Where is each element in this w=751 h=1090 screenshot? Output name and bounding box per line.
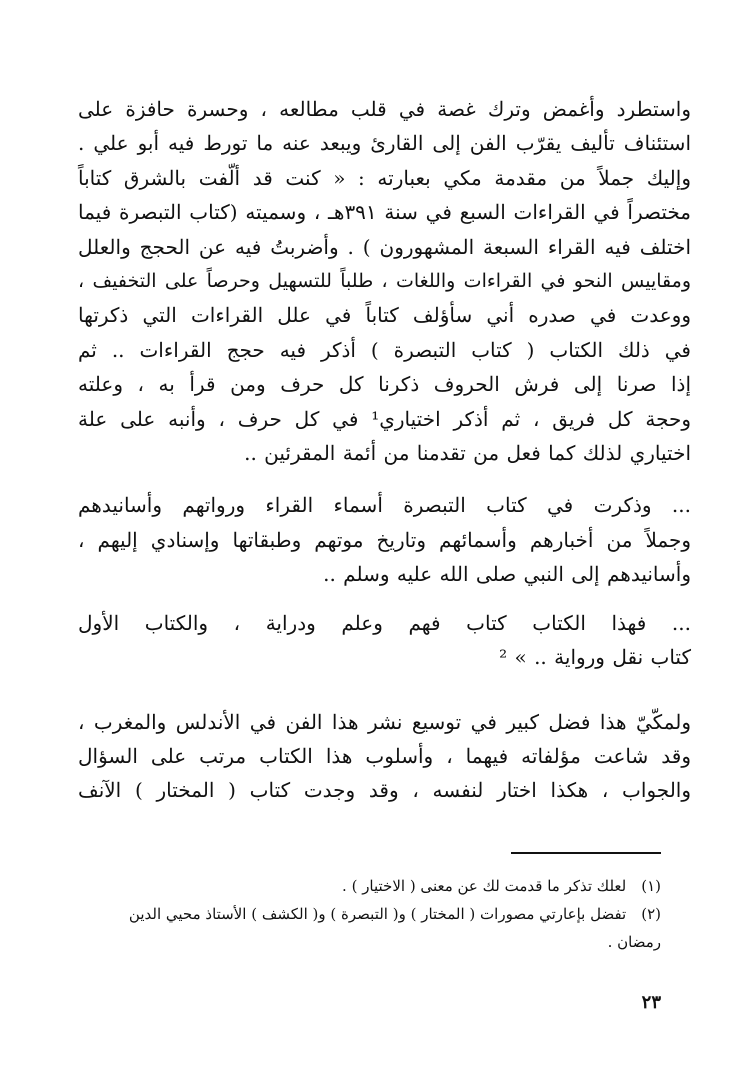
text-line: واستطرد وأغمض وترك غصة في قلب مطالعه ، وحسرة حافزة على bbox=[78, 97, 691, 121]
text-line: كتاب نقل ورواية .. » ² bbox=[499, 645, 691, 670]
paragraph-1 bbox=[78, 92, 691, 470]
text-line: اختلف فيه القراء السبعة المشهورون ) . وأضربتُ فيه عن الحجج والعلل bbox=[78, 234, 691, 259]
text-line: وقد شاعت مؤلفاته فيهما ، وأسلوب هذا الكتاب مرتب على السؤال bbox=[78, 743, 691, 768]
paragraph-4 bbox=[78, 705, 691, 808]
text-line: إذا صرنا إلى فرش الحروف ذكرنا كل حرف ومن قرأ به ، وعلته bbox=[78, 372, 691, 397]
text-line: والجواب ، هكذا اختار لنفسه ، وقد وجدت كتاب ( المختار ) الآنف bbox=[78, 778, 691, 803]
paragraph-3 bbox=[78, 606, 691, 675]
footnote-divider bbox=[511, 852, 661, 854]
text-line: اختياري لذلك كما فعل من تقدمنا من أئمة المقرئين .. bbox=[244, 441, 691, 466]
text-line: استئناف تأليف يقرّب الفن إلى القارئ ويبعد عنه ما تورط فيه أبو علي . bbox=[78, 131, 691, 156]
footnote-text: لعلك تذكر ما قدمت لك عن معنى ( الاختيار ) . bbox=[342, 877, 627, 895]
footnote-text: تفضل بإعارتي مصورات ( المختار ) و( التبصرة ) و( الكشف ) الأستاذ محيي الدين bbox=[128, 905, 627, 923]
text-line: ... وذكرت في كتاب التبصرة أسماء القراء ورواتهم وأسانيدهم bbox=[78, 493, 691, 518]
text-line: ومقاييس النحو في القراءات واللغات ، طلباً للتسهيل وحرصاً على التخفيف ، bbox=[78, 270, 691, 293]
text-line: ... فهذا الكتاب كتاب فهم وعلم ودراية ، والكتاب الأول bbox=[78, 610, 691, 635]
footnote-number: (٢) bbox=[641, 905, 661, 923]
main-text bbox=[78, 92, 691, 808]
text-line: وأسانيدهم إلى النبي صلى الله عليه وسلم .. bbox=[323, 562, 691, 587]
text-line: وجملاً من أخبارهم وأسمائهم وتاريخ موتهم وطبقاتها وإسنادي إليهم ، bbox=[78, 527, 691, 552]
paragraph-2 bbox=[78, 488, 691, 591]
text-line: وحجة كل فريق ، ثم أذكر اختياري¹ في كل حرف ، وأنبه على علة bbox=[78, 406, 692, 431]
footnote-2-continuation: رمضان . bbox=[607, 933, 661, 951]
footnote-number: (١) bbox=[641, 877, 661, 895]
text-line: ووعدت في صدره أني سأؤلف كتاباً في علل القراءات التي ذكرتها bbox=[78, 303, 691, 328]
footnotes bbox=[78, 872, 661, 956]
page-number: ٢٣ bbox=[641, 992, 661, 1013]
text-line: وإليك جملاً من مقدمة مكي بعبارته : « كنت قد ألّفت بالشرق كتاباً bbox=[78, 165, 691, 190]
footnote-2 bbox=[78, 900, 661, 928]
text-line: مختصراً في القراءات السبع في سنة ٣٩١هـ ، وسميته (كتاب التبصرة فيما bbox=[78, 200, 691, 225]
text-line: في ذلك الكتاب ( كتاب التبصرة ) أذكر فيه حجج القراءات .. ثم bbox=[78, 337, 691, 362]
text-line: ولمكّيّ هذا فضل كبير في توسيع نشر هذا الفن في الأندلس والمغرب ، bbox=[78, 709, 691, 734]
footnote-1 bbox=[78, 872, 661, 900]
